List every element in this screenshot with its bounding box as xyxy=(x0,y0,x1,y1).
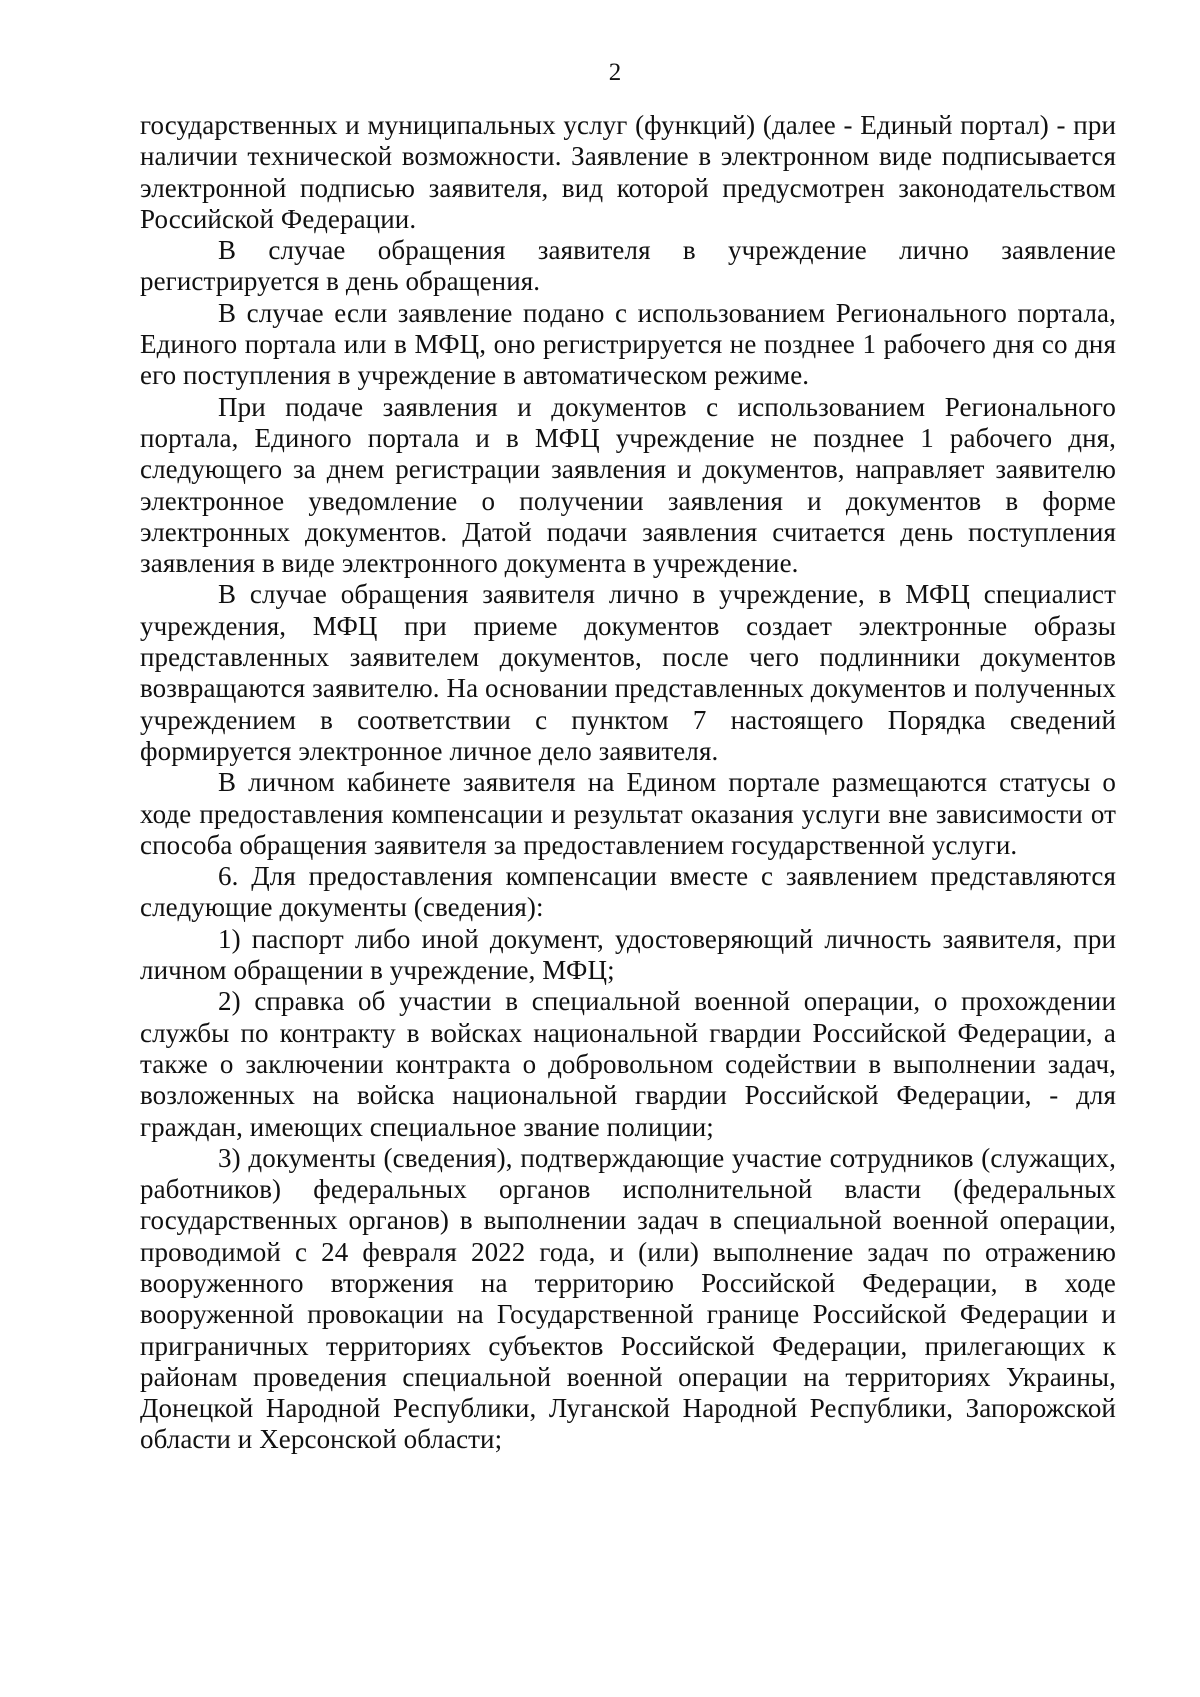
paragraph-electronic-notification: При подаче заявления и документов с использованием Регионального портала, Единого портала и в МФЦ учреждение не позднее 1 рабочего дня, следующего за днем регистрации заявления и документов, направляет заявителю электронное уведомление о получении заявления и документов в форме электронных документов. Датой подачи заявления считается день поступления заявления в виде электронного документа в учреждение. xyxy=(140,391,1116,579)
page-number: 2 xyxy=(608,59,622,86)
paragraph-continuation: государственных и муниципальных услуг (функций) (далее - Единый портал) - при наличии технической возможности. Заявление в электронном виде подписывается электронной подписью заявителя, вид которой предусмотрен законодательством Российской Федерации. xyxy=(140,110,1116,234)
document-body xyxy=(140,110,1116,1456)
list-item-3: 3) документы (сведения), подтверждающие участие сотрудников (служащих, работников) федеральных органов исполнительной власти (федеральных государственных органов) в выполнении задач в специальной военной операции, проводимой с 24 февраля 2022 года, и (или) выполнение задач по отражению вооруженного вторжения на территорию Российской Федерации, в ходе вооруженной провокации на Государственной границе Российской Федерации и приграничных территориях субъектов Российской Федерации, прилегающих к районам проведения специальной военной операции на территориях Украины, Донецкой Народной Республики, Луганской Народной Республики, Запорожской области и Херсонской области; xyxy=(140,1142,1116,1455)
list-item-2: 2) справка об участии в специальной военной операции, о прохождении службы по контракту в войсках национальной гвардии Российской Федерации, а также о заключении контракта о добровольном содействии в выполнении задач, возложенных на войска национальной гвардии Российской Федерации, - для граждан, имеющих специальное звание полиции; xyxy=(140,986,1116,1142)
paragraph-personal-registration: В случае обращения заявителя в учреждение лично заявление регистрируется в день обращения. xyxy=(140,235,1116,297)
paragraph-item-6: 6. Для предоставления компенсации вместе с заявлением представляются следующие документы (сведения): xyxy=(140,861,1116,923)
list-item-1: 1) паспорт либо иной документ, удостоверяющий личность заявителя, при личном обращении в учреждение, МФЦ; xyxy=(140,923,1116,986)
paragraph-portal-registration: В случае если заявление подано с использованием Регионального портала, Единого портала или в МФЦ, оно регистрируется не позднее 1 рабочего дня со дня его поступления в учреждение в автоматическом режиме. xyxy=(140,297,1116,391)
paragraph-personal-account: В личном кабинете заявителя на Едином портале размещаются статусы о ходе предоставления компенсации и результат оказания услуги вне зависимости от способа обращения заявителя за предоставлением государственной услуги. xyxy=(140,767,1116,860)
paragraph-electronic-images: В случае обращения заявителя лично в учреждение, в МФЦ специалист учреждения, МФЦ при приеме документов создает электронные образы представленных заявителем документов, после чего подлинники документов возвращаются заявителю. На основании представленных документов и полученных учреждением в соответствии с пунктом 7 настоящего Порядка сведений формируется электронное личное дело заявителя. xyxy=(140,579,1116,766)
